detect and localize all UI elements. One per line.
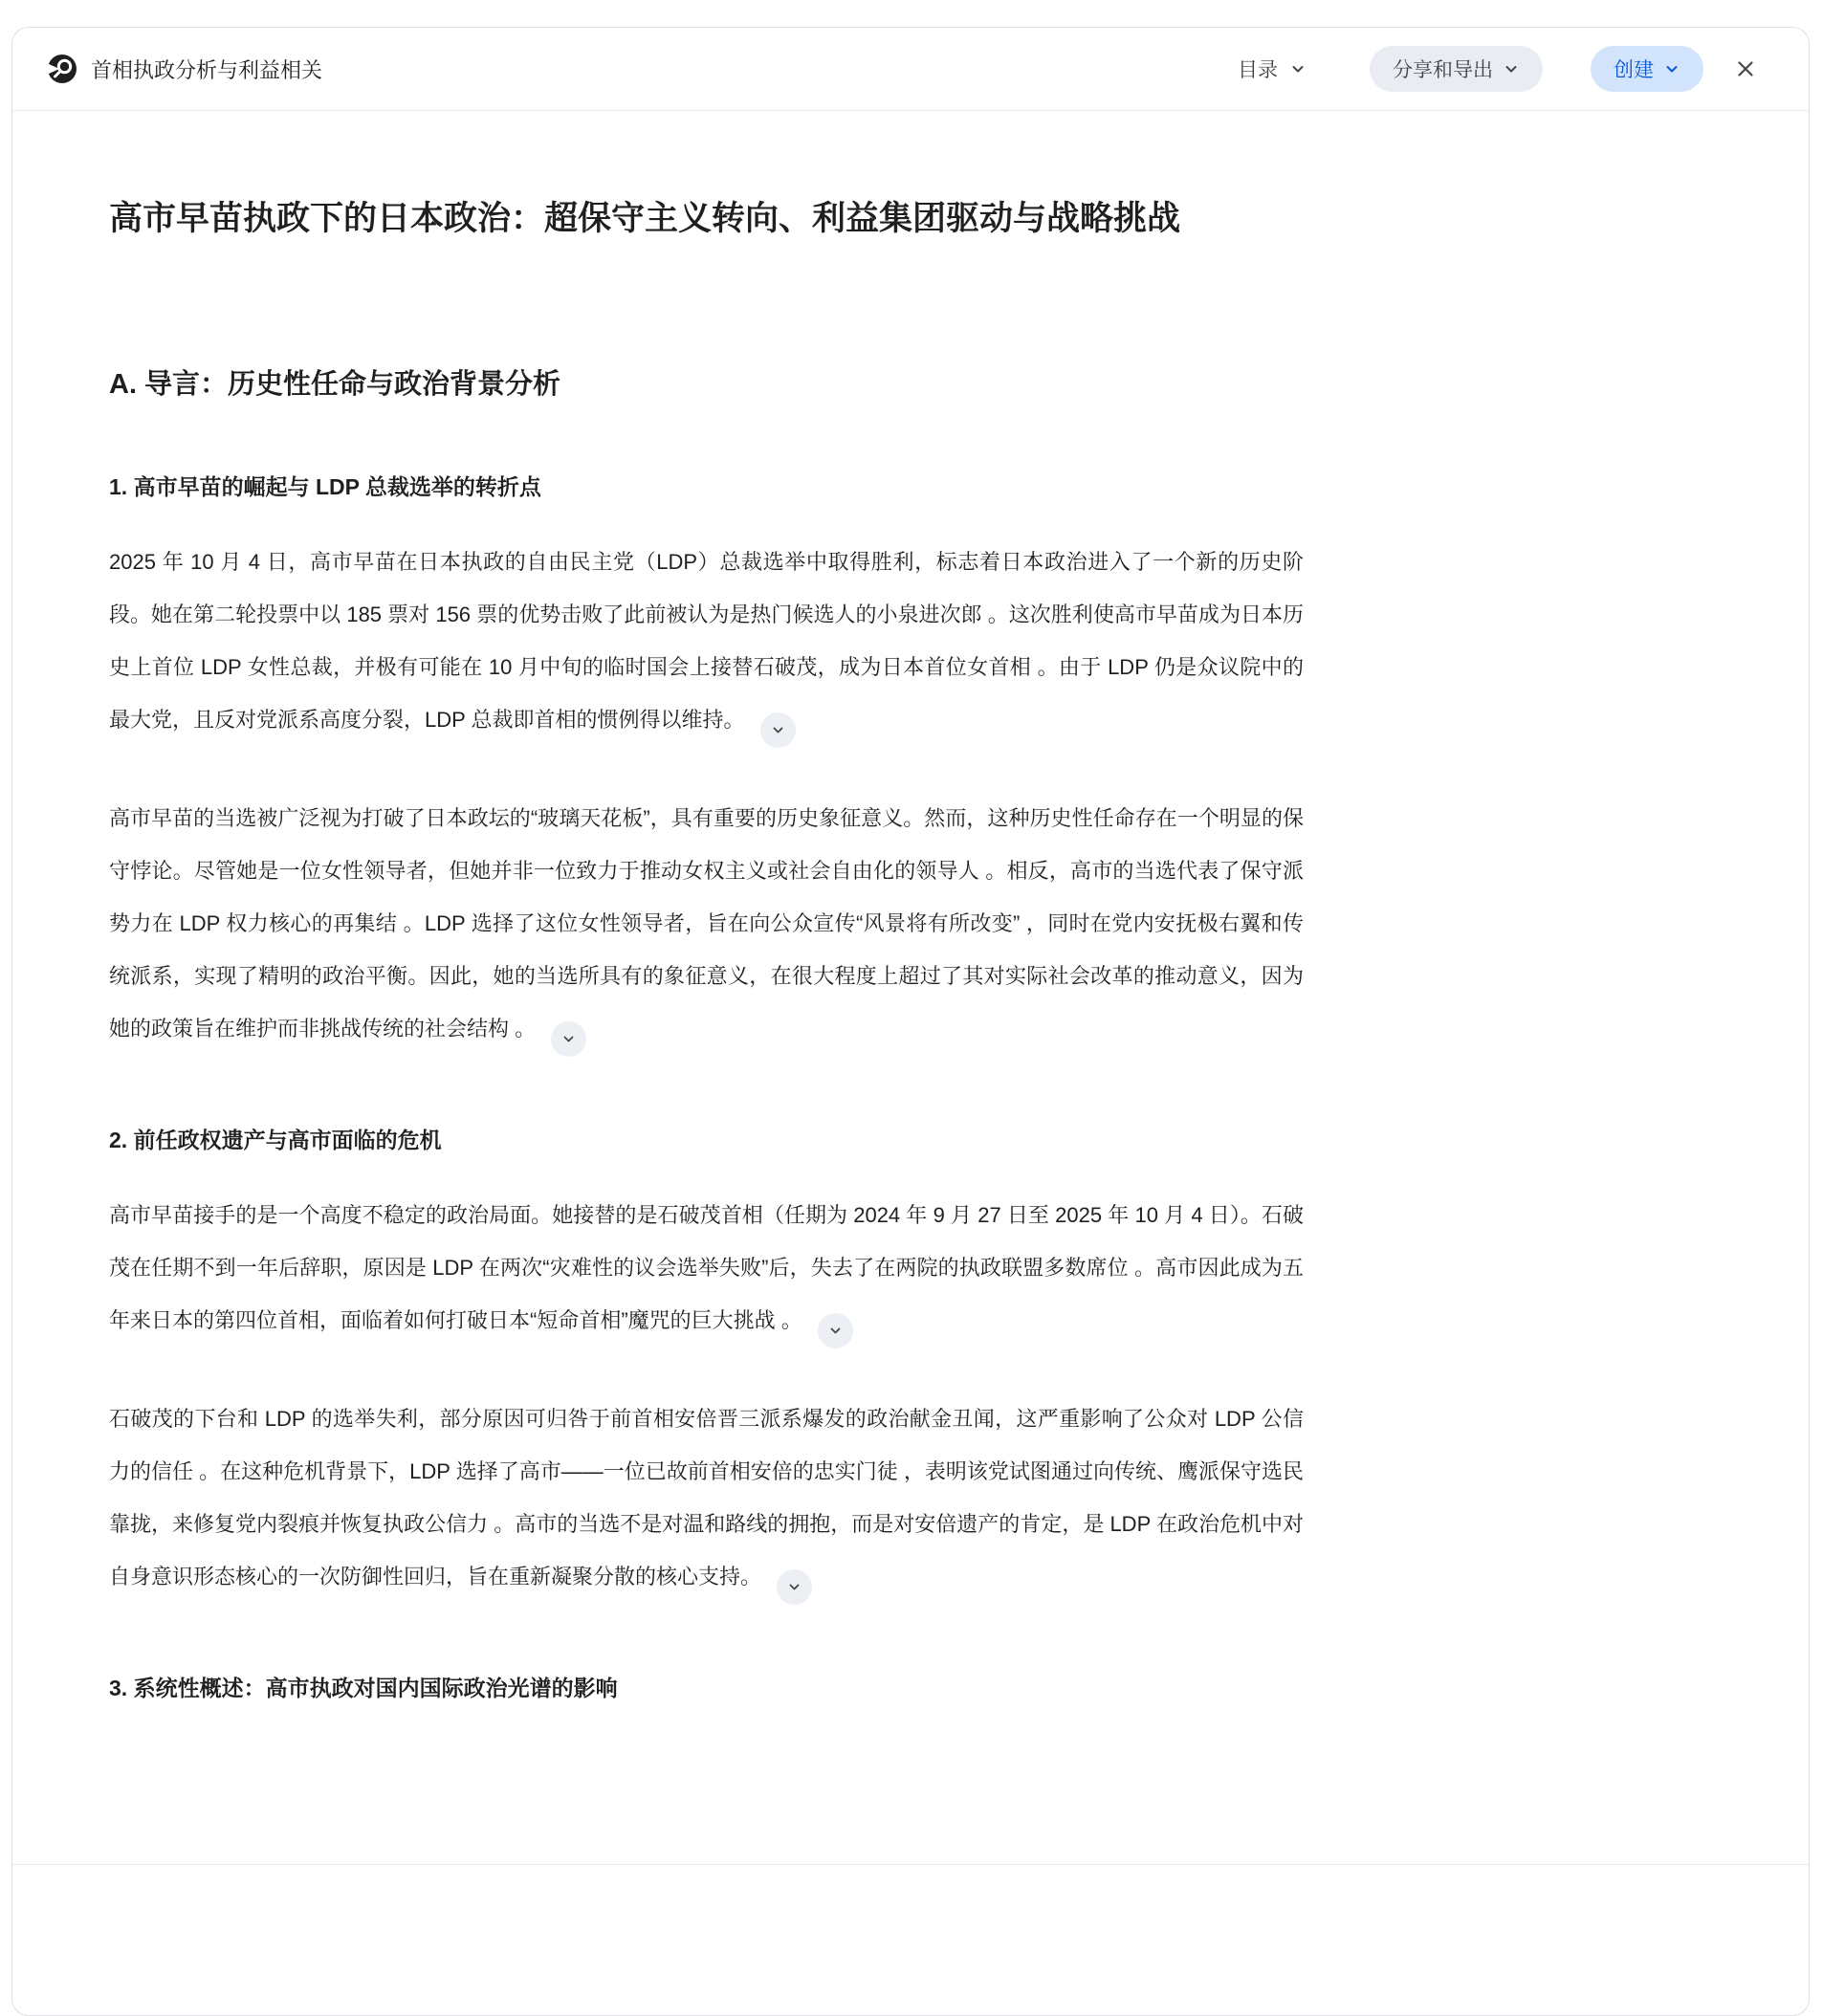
paragraph bbox=[109, 536, 1304, 748]
paragraph-text: 高市早苗接手的是一个高度不稳定的政治局面。她接替的是石破茂首相（任期为 2024 年 9 月 27 日至 2025 年 10 月 4 日）。石破茂在任期不到一年后辞职，原因是 LDP 在两次“灾难性的议会选举失败”后，失去了在两院的执政联盟多数席位 。高市因此成为五年来日本的第四位首相，面临着如何打破日本“短命首相”魔咒的巨大挑战 。 bbox=[109, 1203, 1304, 1332]
panel-title: 首相执政分析与利益相关 bbox=[91, 57, 323, 82]
paragraph bbox=[109, 792, 1304, 1057]
create-button[interactable] bbox=[1591, 46, 1703, 92]
section-a-heading: A. 导言：历史性任命与政治背景分析 bbox=[109, 369, 561, 400]
document-title: 高市早苗执政下的日本政治：超保守主义转向、利益集团驱动与战略挑战 bbox=[109, 200, 1181, 237]
close-button[interactable] bbox=[1728, 52, 1763, 86]
research-logo-icon bbox=[46, 53, 78, 85]
share-export-button[interactable] bbox=[1370, 46, 1543, 92]
panel-header bbox=[12, 28, 1809, 111]
paragraph bbox=[109, 1392, 1304, 1605]
report-panel bbox=[11, 27, 1810, 2016]
expand-sources-button[interactable] bbox=[818, 1313, 853, 1348]
expand-sources-button[interactable] bbox=[777, 1569, 812, 1605]
expand-sources-button[interactable] bbox=[551, 1021, 586, 1057]
subsection-3-heading: 3. 系统性概述：高市执政对国内国际政治光谱的影响 bbox=[109, 1676, 618, 1700]
chevron-down-icon bbox=[787, 1580, 802, 1594]
toc-button[interactable] bbox=[1238, 55, 1307, 83]
chevron-down-icon bbox=[1289, 60, 1307, 77]
header-actions bbox=[1238, 46, 1763, 92]
chevron-down-icon bbox=[771, 723, 785, 737]
toc-button-label: 目录 bbox=[1238, 59, 1278, 81]
close-icon bbox=[1733, 56, 1758, 81]
paragraph-text: 2025 年 10 月 4 日，高市早苗在日本执政的自由民主党（LDP）总裁选举中取得胜利，标志着日本政治进入了一个新的历史阶段。她在第二轮投票中以 185 票对 156 票的优势击败了此前被认为是热门候选人的小泉进次郎 。这次胜利使高市早苗成为日本历史上首位 LDP 女性总裁，并极有可能在 10 月中旬的临时国会上接替石破茂，成为日本首位女首相 。由于 LDP 仍是众议院中的最大党，且反对党派系高度分裂，LDP 总裁即首相的惯例得以维持。 bbox=[109, 550, 1304, 732]
document-body bbox=[109, 111, 1304, 1704]
paragraph bbox=[109, 1189, 1304, 1348]
paragraph-text: 高市早苗的当选被广泛视为打破了日本政坛的“玻璃天花板”，具有重要的历史象征意义。然而，这种历史性任命存在一个明显的保守悖论。尽管她是一位女性领导者，但她并非一位致力于推动女权主义或社会自由化的领导人 。相反，高市的当选代表了保守派势力在 LDP 权力核心的再集结 。LDP 选择了这位女性领导者，旨在向公众宣传“风景将有所改变” ，同时在党内安抚极右翼和传统派系，实现了精明的政治平衡。因此，她的当选所具有的象征意义，在很大程度上超过了其对实际社会改革的推动意义，因为她的政策旨在维护而非挑战传统的社会结构 。 bbox=[109, 806, 1304, 1041]
chevron-down-icon bbox=[1663, 60, 1680, 77]
chevron-down-icon bbox=[1503, 60, 1520, 77]
section-divider bbox=[12, 1864, 1809, 1865]
create-button-label: 创建 bbox=[1614, 59, 1654, 81]
subsection-2-heading: 2. 前任政权遗产与高市面临的危机 bbox=[109, 1128, 442, 1152]
chevron-down-icon bbox=[828, 1324, 843, 1338]
chevron-down-icon bbox=[561, 1032, 576, 1046]
share-export-label: 分享和导出 bbox=[1393, 59, 1493, 81]
paragraph-text: 石破茂的下台和 LDP 的选举失利，部分原因可归咎于前首相安倍晋三派系爆发的政治献金丑闻，这严重影响了公众对 LDP 公信力的信任 。在这种危机背景下，LDP 选择了高市——一位已故前首相安倍的忠实门徒 ，表明该党试图通过向传统、鹰派保守选民靠拢，来修复党内裂痕并恢复执政公信力 。高市的当选不是对温和路线的拥抱，而是对安倍遗产的肯定，是 LDP 在政治危机中对自身意识形态核心的一次防御性回归，旨在重新凝聚分散的核心支持。 bbox=[109, 1407, 1304, 1589]
subsection-1-heading: 1. 高市早苗的崛起与 LDP 总裁选举的转折点 bbox=[109, 474, 541, 499]
expand-sources-button[interactable] bbox=[760, 712, 796, 748]
